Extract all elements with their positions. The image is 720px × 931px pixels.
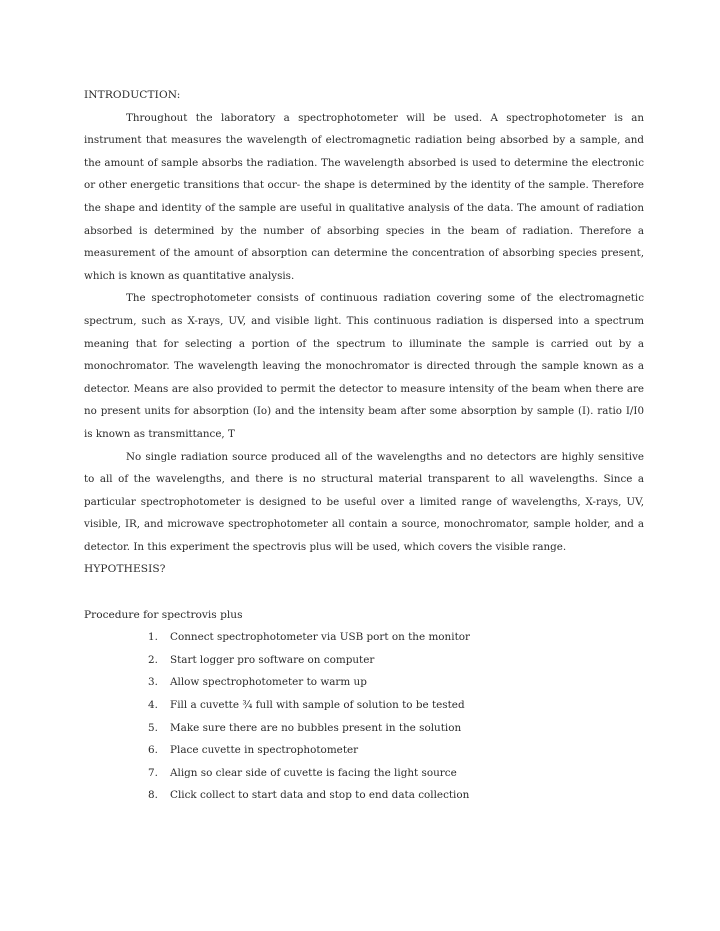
document-body bbox=[84, 84, 644, 807]
step-number: 6. bbox=[148, 744, 158, 757]
step-number: 4. bbox=[148, 699, 158, 712]
procedure-step bbox=[84, 717, 644, 740]
step-text: Align so clear side of cuvette is facing the light source bbox=[170, 766, 457, 779]
introduction-heading: INTRODUCTION: bbox=[84, 89, 181, 101]
step-number: 8. bbox=[148, 789, 158, 802]
procedure-step bbox=[84, 762, 644, 785]
introduction-paragraph-3: No single radiation source produced all of the wavelengths and no detectors are highly sensitive to all of the wavelengths, and there is no structural material transparent to all wavelengths. Since a particular spectrophotometer is designed to be useful over a limited range of wavelengths, X-rays, UV, visible, IR, and microwave spectrophotometer all contain a source, monochromator, sample holder, and a detector. In this experiment the spectrovis plus will be used, which covers the visible range. bbox=[84, 450, 644, 553]
step-text: Click collect to start data and stop to end data collection bbox=[170, 789, 470, 802]
introduction-paragraph-2: The spectrophotometer consists of continuous radiation covering some of the electromagnetic spectrum, such as X-rays, UV, and visible light. This continuous radiation is dispersed into a spectrum meaning that for selecting a portion of the spectrum to illuminate the sample is carried out by a monochromator. The wavelength leaving the monochromator is directed through the sample known as a detector. Means are also provided to permit the detector to measure intensity of the beam when there are no present units for absorption (Io) and the intensity beam after some absorption by sample (I). ratio I/I0 is known as transmittance, T bbox=[84, 292, 644, 440]
procedure-step bbox=[84, 784, 644, 807]
procedure-step bbox=[84, 739, 644, 762]
procedure-step bbox=[84, 694, 644, 717]
step-number: 2. bbox=[148, 653, 158, 666]
step-text: Start logger pro software on computer bbox=[170, 653, 375, 666]
step-text: Connect spectrophotometer via USB port on the monitor bbox=[170, 631, 470, 644]
introduction-paragraph-1: Throughout the laboratory a spectrophotometer will be used. A spectrophotometer is an instrument that measures the wavelength of electromagnetic radiation being absorbed by a sample, and the amount of sample absorbs the radiation. The wavelength absorbed is used to determine the electronic or other energetic transitions that occur- the shape is determined by the identity of the sample. Therefore the shape and identity of the sample are useful in qualitative analysis of the data. The amount of radiation absorbed is determined by the number of absorbing species in the beam of radiation. Therefore a measurement of the amount of absorption can determine the concentration of absorbing species present, which is known as quantitative analysis. bbox=[84, 111, 644, 282]
procedure-step bbox=[84, 626, 644, 649]
section-spacer bbox=[84, 581, 644, 604]
step-text: Make sure there are no bubbles present in the solution bbox=[170, 721, 462, 734]
step-number: 7. bbox=[148, 766, 158, 779]
procedure-step bbox=[84, 649, 644, 672]
step-text: Allow spectrophotometer to warm up bbox=[170, 676, 367, 689]
hypothesis-heading: HYPOTHESIS? bbox=[84, 563, 166, 576]
step-number: 1. bbox=[148, 631, 158, 644]
procedure-steps-list bbox=[84, 626, 644, 807]
procedure-title: Procedure for spectrovis plus bbox=[84, 608, 243, 621]
step-text: Place cuvette in spectrophotometer bbox=[170, 744, 359, 757]
step-number: 5. bbox=[148, 721, 158, 734]
step-number: 3. bbox=[148, 676, 158, 689]
step-text: Fill a cuvette ¾ full with sample of solution to be tested bbox=[170, 699, 465, 712]
procedure-step bbox=[84, 671, 644, 694]
